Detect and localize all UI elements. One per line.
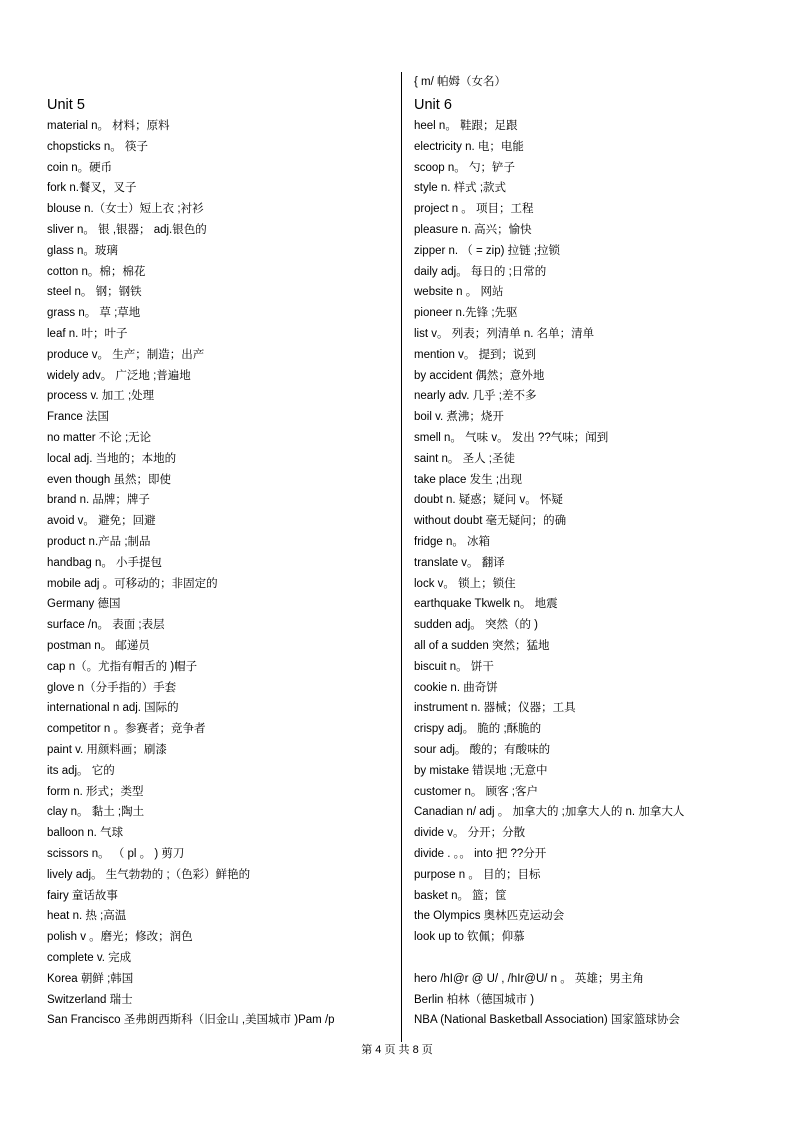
vocab-entry: Berlin 柏林（德国城市 ) <box>414 993 535 1006</box>
vocab-entry: product n.产品 ;制品 <box>47 536 151 548</box>
vocab-entry: electricity n. 电；电能 <box>414 140 524 153</box>
vocab-entry: doubt n. 疑惑；疑问 v。 怀疑 <box>414 494 563 507</box>
vocab-entry: cotton n。棉；棉花 <box>47 265 146 278</box>
unit-title: Unit 5 <box>47 97 85 113</box>
vocab-entry: basket n。 篮；筐 <box>414 889 507 902</box>
vocab-entry: polish v 。磨光；修改；润色 <box>47 931 193 944</box>
vocab-entry: no matter 不论 ;无论 <box>47 432 152 444</box>
vocab-entry: international n adj. 国际的 <box>47 702 179 715</box>
vocab-entry: list v。 列表；列清单 n. 名单；清单 <box>414 328 595 340</box>
vocab-entry: look up to 钦佩；仰慕 <box>414 931 525 944</box>
vocab-entry: saint n。 圣人 ;圣徒 <box>414 452 515 465</box>
vocab-entry: heat n. 热 ;高温 <box>47 910 127 923</box>
vocab-entry: postman n。 邮递员 <box>47 640 150 652</box>
vocab-entry: sudden adj。 突然（的 ) <box>414 619 538 632</box>
vocab-entry: by mistake 错误地 ;无意中 <box>414 764 548 777</box>
vocab-entry: biscuit n。 饼干 <box>414 660 494 673</box>
carry-over-line: { m/ 帕姆（女名） <box>414 76 507 88</box>
vocab-entry: take place 发生 ;出现 <box>414 473 523 486</box>
vocab-entry: competitor n 。参赛者；竞争者 <box>47 723 206 736</box>
vocab-entry: smell n。 气味 v。 发出 ??气味；闻到 <box>414 432 609 444</box>
vocab-entry: glove n（分手指的）手套 <box>47 681 177 694</box>
vocab-entry: nearly adv. 几乎 ;差不多 <box>414 390 537 403</box>
unit-title: Unit 6 <box>414 97 452 113</box>
vocab-entry: steel n。 钢；钢铁 <box>47 286 142 299</box>
vocab-entry: material n。 材料；原料 <box>47 120 170 132</box>
vocab-entry: mobile adj 。可移动的；非固定的 <box>47 577 218 590</box>
vocab-entry: lively adj。 生气勃勃的 ;（色彩）鲜艳的 <box>47 868 251 881</box>
vocab-entry: lock v。 锁上；锁住 <box>414 577 516 590</box>
vocab-entry: project n 。 项目；工程 <box>414 203 534 216</box>
vocab-entry: handbag n。 小手提包 <box>47 556 163 569</box>
vocab-entry: customer n。 顾客 ;客户 <box>414 785 538 798</box>
vocab-entry: surface /n。 表面 ;表层 <box>47 619 165 632</box>
vocab-entry: pleasure n. 高兴；愉快 <box>414 224 532 236</box>
vocab-entry: chopsticks n。 筷子 <box>47 140 148 153</box>
vocab-entry: translate v。 翻译 <box>414 556 505 569</box>
vocab-entry: fridge n。 冰箱 <box>414 536 491 548</box>
vocab-entry: produce v。 生产；制造；出产 <box>47 348 205 361</box>
vocab-entry: Canadian n/ adj 。 加拿大的 ;加拿大人的 n. 加拿大人 <box>414 806 685 819</box>
vocab-entry: zipper n. （ = zip) 拉链 ;拉锁 <box>414 244 561 257</box>
vocab-entry: all of a sudden 突然；猛地 <box>414 640 550 652</box>
vocab-entry: hero /hI@r @ U/ , /hIr@U/ n 。 英雄；男主角 <box>414 972 644 985</box>
vocab-entry: blouse n.（女士）短上衣 ;衬衫 <box>47 203 204 216</box>
vocab-entry: even though 虽然；即使 <box>47 473 172 486</box>
vocab-entry: San Francisco 圣弗朗西斯科（旧金山 ,美国城市 )Pam /p <box>47 1014 335 1027</box>
vocab-entry: purpose n 。 目的；目标 <box>414 868 541 881</box>
vocab-entry: earthquake Tkwelk n。 地震 <box>414 598 558 611</box>
vocab-entry: cap n（。尤指有帽舌的 )帽子 <box>47 660 198 673</box>
vocab-entry: without doubt 毫无疑问；的确 <box>414 515 567 528</box>
vocab-entry: sliver n。 银 ,银器； adj.银色的 <box>47 224 207 236</box>
vocab-entry: NBA (National Basketball Association) 国家篮球协会 <box>414 1014 680 1027</box>
vocab-entry: France 法国 <box>47 411 109 424</box>
vocab-entry: fork n.餐叉，叉子 <box>47 182 137 195</box>
vocab-entry: brand n. 品牌；牌子 <box>47 494 150 507</box>
vocab-entry: local adj. 当地的；本地的 <box>47 452 177 465</box>
vocab-entry: glass n。玻璃 <box>47 244 118 257</box>
vocab-entry: avoid v。 避免；回避 <box>47 515 156 528</box>
vocab-entry: leaf n. 叶；叶子 <box>47 328 128 340</box>
vocab-entry: clay n。 黏土 ;陶土 <box>47 806 145 819</box>
vocab-entry: Germany 德国 <box>47 598 121 611</box>
vocab-entry: daily adj。 每日的 ;日常的 <box>414 265 547 278</box>
vocab-entry: coin n。硬币 <box>47 161 113 174</box>
vocab-entry: balloon n. 气球 <box>47 827 124 840</box>
vocab-entry: form n. 形式；类型 <box>47 785 144 798</box>
vocab-entry: crispy adj。 脆的 ;酥脆的 <box>414 723 542 736</box>
vocab-entry: by accident 偶然；意外地 <box>414 369 545 382</box>
vocab-entry: pioneer n.先锋 ;先驱 <box>414 307 518 320</box>
vocab-entry: sour adj。 酸的；有酸味的 <box>414 744 551 756</box>
vocab-entry: divide v。 分开；分散 <box>414 827 526 840</box>
vocab-entry: cookie n. 曲奇饼 <box>414 681 498 694</box>
vocab-entry: the Olympics 奥林匹克运动会 <box>414 910 565 923</box>
vocab-entry: widely adv。 广泛地 ;普遍地 <box>47 369 191 382</box>
vocab-entry: fairy 童话故事 <box>47 889 118 902</box>
vocab-entry: website n 。 网站 <box>414 286 504 299</box>
vocab-entry: boil v. 煮沸；烧开 <box>414 411 504 424</box>
vocab-entry: grass n。 草 ;草地 <box>47 307 141 320</box>
vocab-entry: divide . 。。 into 把 ??分开 <box>414 848 547 860</box>
vocab-entry: Korea 朝鲜 ;韩国 <box>47 972 134 985</box>
vocab-entry: heel n。 鞋跟；足跟 <box>414 120 518 132</box>
vocab-entry: scissors n。 （ pl 。 ) 剪刀 <box>47 848 185 860</box>
vocab-entry: Switzerland 瑞士 <box>47 993 133 1006</box>
vocab-entry: scoop n。 勺；铲子 <box>414 161 515 174</box>
vocab-entry: its adj。 它的 <box>47 764 115 777</box>
column-divider <box>401 72 402 1042</box>
vocab-entry: complete v. 完成 <box>47 952 132 964</box>
vocab-entry: instrument n. 器械；仪器；工具 <box>414 702 576 715</box>
page-footer: 第 4 页 共 8 页 <box>361 1044 433 1056</box>
vocab-entry: process v. 加工 ;处理 <box>47 390 155 403</box>
vocab-entry: style n. 样式 ;款式 <box>414 182 507 195</box>
vocab-entry: paint v. 用颜料画；刷漆 <box>47 744 167 756</box>
vocab-entry: mention v。 提到；说到 <box>414 348 537 361</box>
